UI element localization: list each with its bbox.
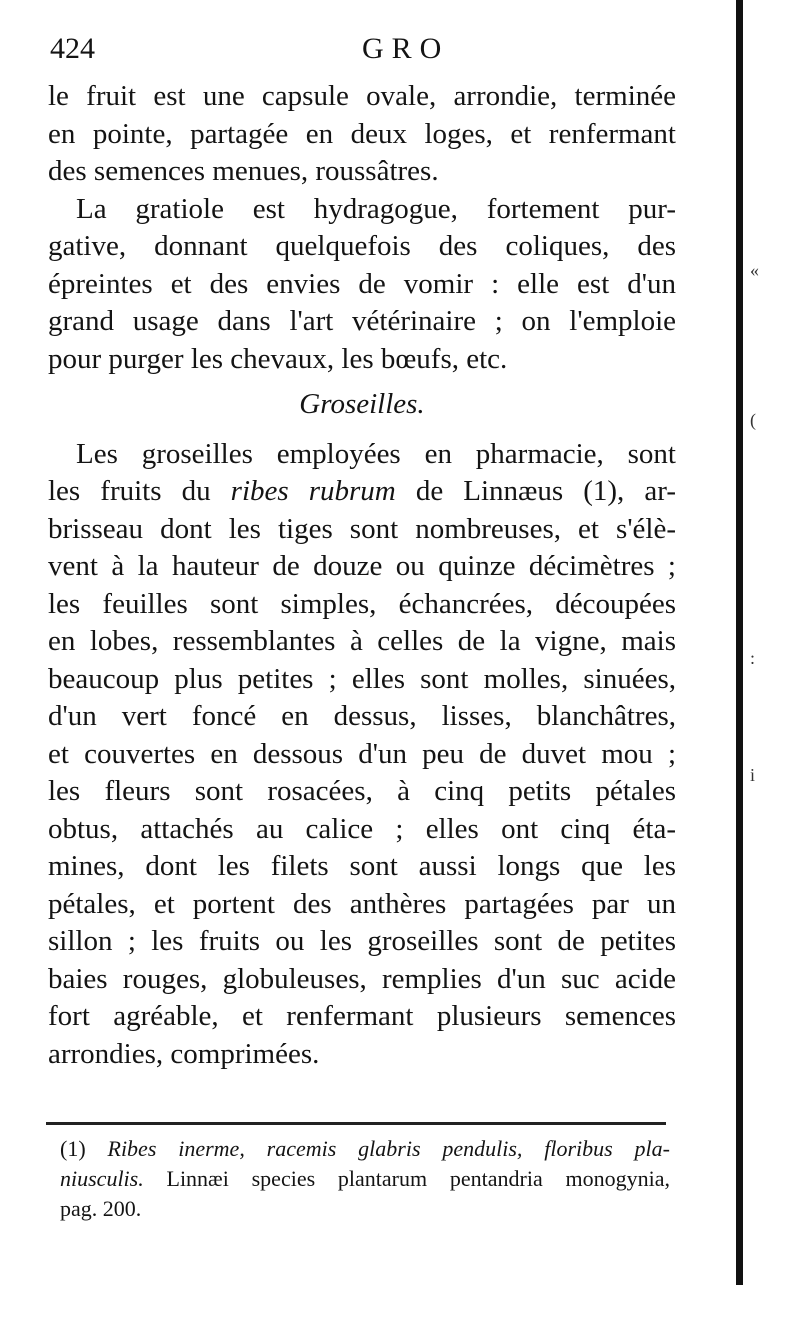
- page-header: [50, 32, 690, 72]
- paragraph-1: [48, 78, 676, 191]
- footnote-line: [60, 1164, 670, 1194]
- text-line: grand usage dans l'art vétérinaire ; on l'emploie: [48, 305, 676, 337]
- margin-mark: (: [750, 410, 756, 430]
- text-line: en lobes, ressemblantes à celles de la vigne, mais: [48, 625, 676, 657]
- page-body: [48, 78, 676, 1073]
- text-line: Les groseilles employées en pharmacie, sont: [76, 437, 676, 470]
- text-line: et couvertes en dessous d'un peu de duvet mou ;: [48, 737, 676, 770]
- text-line: brisseau dont les tiges sont nombreuses, et s'élè-: [48, 512, 676, 545]
- text-line: les feuilles sont simples, échancrées, découpées: [48, 587, 676, 620]
- paragraph-3: [48, 436, 676, 1074]
- text-line: baies rouges, globuleuses, remplies d'un suc acide: [48, 962, 676, 995]
- footnote: [60, 1134, 670, 1224]
- footnote-marker: (1): [60, 1136, 86, 1161]
- footnote-line: pag. 200.: [60, 1196, 142, 1221]
- text-line: La gratiole est hydragogue, fortement pur-: [76, 192, 676, 225]
- text-line: vent à la hauteur de douze ou quinze décimètres ;: [48, 550, 676, 582]
- text-line: fort agréable, et renfermant plusieurs semences: [48, 1000, 676, 1032]
- footnote-citation: Linnæi species plantarum pentandria monogynia,: [143, 1166, 670, 1191]
- text-run: de Linnæus (1), ar-: [395, 475, 676, 507]
- text-line: d'un vert foncé en dessus, lisses, blanchâtres,: [48, 700, 676, 732]
- text-run: les fruits du: [48, 475, 231, 507]
- text-line: pour purger les chevaux, les bœufs, etc.: [48, 342, 508, 375]
- text-line: sillon ; les fruits ou les groseilles sont de petites: [48, 925, 676, 957]
- footnote-rule: [46, 1122, 666, 1125]
- footnote-latin: niusculis.: [60, 1166, 144, 1191]
- text-line: des semences menues, roussâtres.: [48, 155, 439, 187]
- text-line: pétales, et portent des anthères partagées par un: [48, 887, 676, 920]
- text-line: obtus, attachés au calice ; elles ont cinq éta-: [48, 812, 676, 845]
- section-title: Groseilles.: [299, 388, 425, 420]
- species-name: ribes rubrum: [230, 475, 396, 507]
- text-line: le fruit est une capsule ovale, arrondie, terminée: [48, 80, 676, 112]
- text-line: les fleurs sont rosacées, à cinq petits pétales: [48, 775, 676, 807]
- margin-mark: :: [750, 648, 756, 668]
- margin-mark: i: [750, 765, 756, 785]
- footnote-line: [60, 1134, 670, 1164]
- text-line: épreintes et des envies de vomir : elle est d'un: [48, 267, 676, 300]
- text-line: arrondies, comprimées.: [48, 1037, 320, 1070]
- margin-mark: «: [750, 260, 759, 280]
- running-head: GRO: [362, 32, 450, 65]
- paragraph-2: [48, 191, 676, 379]
- text-line: gative, donnant quelquefois des coliques, des: [48, 230, 676, 262]
- page-number: 424: [50, 32, 95, 65]
- text-line: mines, dont les filets sont aussi longs que les: [48, 850, 676, 882]
- footnote-latin: Ribes inerme, racemis glabris pendulis, floribus pla-: [85, 1136, 670, 1161]
- text-line: [48, 473, 676, 511]
- page-spine-shadow: [736, 0, 743, 1285]
- text-line: en pointe, partagée en deux loges, et renfermant: [48, 117, 676, 150]
- text-line: beaucoup plus petites ; elles sont molles, sinuées,: [48, 662, 676, 695]
